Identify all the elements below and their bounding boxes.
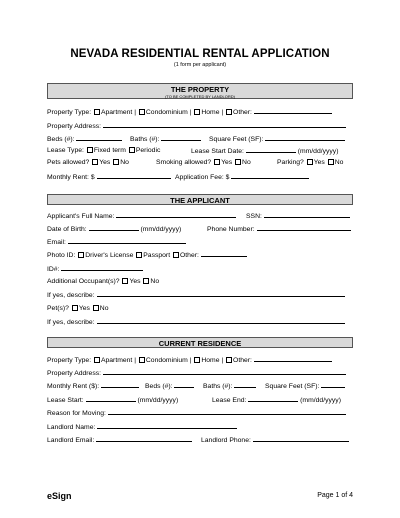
applicant-pets-yes-checkbox[interactable] [72,305,78,311]
fixed-term-label: Fixed term [93,147,126,154]
residence-type-row [47,355,353,365]
occupants-describe-field[interactable] [97,290,345,297]
id-number-field[interactable] [61,264,143,271]
application-fee-field[interactable] [231,172,309,179]
pets-describe-label: If yes, describe: [47,319,95,326]
dob-field[interactable] [89,224,139,231]
pets-describe-row [47,317,353,327]
residence-header-text: CURRENT RESIDENCE [158,339,242,348]
property-header-text: THE PROPERTY [170,85,230,94]
residence-lease-start-format: (mm/dd/yyyy) [137,397,179,404]
lease-start-label: Lease Start Date: [191,148,244,155]
property-type-label: Property Type: [47,109,92,116]
landlord-email-field[interactable] [96,435,192,442]
landlord-name-field[interactable] [97,422,237,429]
passport-label: Passport [143,252,171,259]
occupants-yes-checkbox[interactable] [122,278,128,284]
other-label: Other: [233,109,252,116]
residence-beds-field[interactable] [174,381,194,388]
page-number: Page 1 of 4 [317,492,353,499]
smoking-yes-label: Yes [221,159,233,166]
property-type-row [47,107,353,117]
residence-other-checkbox[interactable] [226,357,232,363]
email-row [47,237,353,247]
occupants-no-checkbox[interactable] [143,278,149,284]
baths-label: Baths (#): [130,136,160,143]
id-other-field[interactable] [201,250,247,257]
lease-start-field[interactable] [246,146,296,153]
residence-lease-start-label: Lease Start: [47,397,84,404]
sqft-label: Square Feet (SF): [209,136,264,143]
residence-sqft-field[interactable] [321,381,345,388]
property-address-field[interactable] [103,121,346,128]
periodic-label: Periodic [135,147,161,154]
condominium-checkbox[interactable] [139,109,145,115]
applicant-name-label: Applicant's Full Name: [47,213,115,220]
sqft-field[interactable] [265,134,345,141]
residence-lease-start-field[interactable] [86,395,136,402]
lease-start-format: (mm/dd/yyyy) [297,148,339,155]
property-address-label: Property Address: [47,123,102,130]
condominium-label: Condominium | [145,109,192,116]
occupants-yes-label: Yes [129,278,141,285]
beds-field[interactable] [76,134,122,141]
pets-yes-checkbox[interactable] [92,159,98,165]
smoking-no-label: No [242,159,251,166]
landlord-name-label: Landlord Name: [47,424,96,431]
residence-other-label: Other: [233,357,252,364]
other-field[interactable] [254,107,332,114]
residence-lease-end-label: Lease End: [212,397,247,404]
applicant-pets-no-label: No [99,305,109,312]
reason-field[interactable] [108,408,346,415]
applicant-section-header [47,194,353,205]
residence-lease-end-format: (mm/dd/yyyy) [300,397,341,404]
applicant-pets-label: Pet(s)? [47,305,69,312]
fixed-term-checkbox[interactable] [87,147,93,153]
parking-no-checkbox[interactable] [328,159,334,165]
baths-field[interactable] [161,134,201,141]
beds-label: Beds (#): [47,136,75,143]
smoking-allowed-label: Smoking allowed? [156,159,212,166]
landlord-name-row [47,422,353,432]
residence-lease-end-field[interactable] [248,395,298,402]
applicant-name-field[interactable] [116,211,236,218]
phone-label: Phone Number: [207,226,255,233]
residence-section-header [47,337,353,348]
other-checkbox[interactable] [226,109,232,115]
residence-sqft-label: Square Feet (SF): [265,383,320,390]
id-number-row [47,264,353,274]
drivers-license-checkbox[interactable] [78,252,84,258]
residence-address-field[interactable] [103,368,346,375]
landlord-email-label: Landlord Email: [47,437,95,444]
home-label: Home | [201,109,224,116]
document-title: NEVADA RESIDENTIAL RENTAL APPLICATION [70,48,330,60]
applicant-header-text: THE APPLICANT [170,196,230,205]
id-number-label: ID#: [47,266,60,273]
periodic-checkbox[interactable] [129,147,135,153]
pets-no-checkbox[interactable] [113,159,119,165]
property-address-row [47,121,353,131]
residence-home-checkbox[interactable] [194,357,200,363]
photo-id-row [47,250,353,260]
residence-type-label: Property Type: [47,357,92,364]
email-label: Email: [47,239,66,246]
document-subtitle: (1 form per applicant) [173,62,227,68]
residence-baths-label: Baths (#): [203,383,233,390]
occupants-describe-label: If yes, describe: [47,292,95,299]
dob-format: (mm/dd/yyyy) [140,226,182,233]
pets-describe-field[interactable] [97,317,345,324]
pets-no-label: No [120,159,129,166]
residence-address-label: Property Address: [47,370,102,377]
ssn-field[interactable] [264,211,350,218]
residence-address-row [47,368,353,378]
esign-logo: eSign [47,491,72,501]
landlord-phone-label: Landlord Phone: [201,437,251,444]
residence-apartment-checkbox[interactable] [94,357,100,363]
home-checkbox[interactable] [194,109,200,115]
landlord-phone-field[interactable] [253,435,349,442]
residence-rent-field[interactable] [101,381,139,388]
monthly-rent-label: Monthly Rent: $ [47,174,95,181]
parking-label: Parking? [277,159,304,166]
applicant-pets-no-checkbox[interactable] [93,305,99,311]
reason-row [47,408,353,418]
monthly-rent-field[interactable] [97,172,171,179]
residence-baths-field[interactable] [234,381,256,388]
ssn-label: SSN: [246,213,262,220]
parking-yes-label: Yes [313,159,325,166]
parking-yes-checkbox[interactable] [307,159,313,165]
drivers-license-label: Driver's License [85,252,134,259]
occupants-row [47,277,353,286]
residence-other-field[interactable] [254,355,332,362]
application-fee-label: Application Fee: $ [175,174,230,181]
passport-checkbox[interactable] [136,252,142,258]
residence-condominium-label: Condominium | [145,357,192,364]
reason-label: Reason for Moving: [47,410,106,417]
dob-label: Date of Birth: [47,226,87,233]
residence-condominium-checkbox[interactable] [139,357,145,363]
smoking-no-checkbox[interactable] [235,159,241,165]
residence-home-label: Home | [201,357,224,364]
phone-field[interactable] [257,224,351,231]
lease-type-label: Lease Type: [47,147,84,154]
email-field[interactable] [68,237,186,244]
occupants-label: Additional Occupant(s)? [47,278,120,285]
smoking-yes-checkbox[interactable] [214,159,220,165]
pets-allowed-label: Pets allowed? [47,159,90,166]
apartment-label: Apartment | [100,109,136,116]
id-other-label: Other: [179,252,199,259]
apartment-checkbox[interactable] [94,109,100,115]
parking-no-label: No [334,159,344,166]
occupants-no-label: No [150,278,160,285]
photo-id-label: Photo ID: [47,252,76,259]
pets-yes-label: Yes [99,159,111,166]
id-other-checkbox[interactable] [173,252,179,258]
applicant-pets-row [47,304,353,313]
property-section-header [47,83,353,99]
applicant-pets-yes-label: Yes [78,305,90,312]
residence-beds-label: Beds (#): [145,383,173,390]
occupants-describe-row [47,290,353,300]
property-header-note: (TO BE COMPLETED BY LANDLORD) [165,94,235,99]
residence-rent-label: Monthly Rent ($): [47,383,100,390]
residence-apartment-label: Apartment | [100,357,136,364]
